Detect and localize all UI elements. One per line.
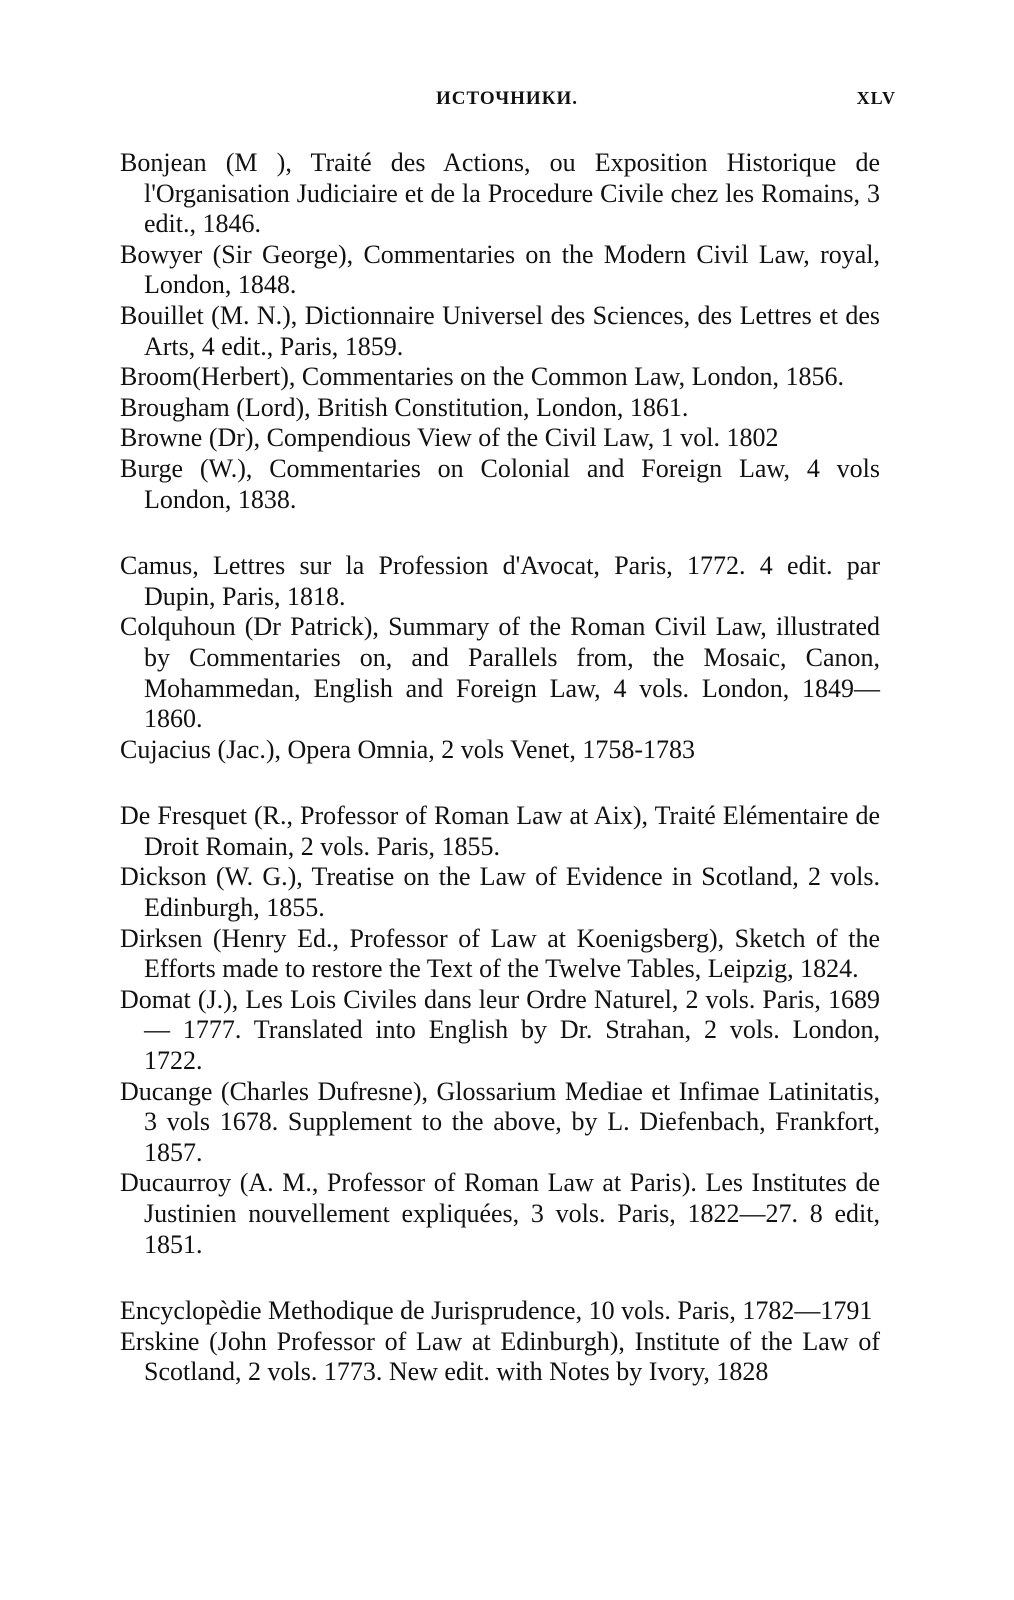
bibliography-group-d — [120, 801, 880, 1260]
bibliography-entry: Broom(Herbert), Commentaries on the Common Law, London, 1856. — [120, 362, 845, 392]
bibliography-entry: Cujacius (Jac.), Opera Omnia, 2 vols Venet, 1758-1783 — [120, 734, 696, 764]
bibliography-entry: Ducange (Charles Dufresne), Glossarium Mediae et Infimae Latinitatis, 3 vols 1678. Supplement to the above, by L. Diefenbach, Frankfort, 1857. — [120, 1076, 880, 1167]
bibliography-list — [120, 148, 880, 1388]
bibliography-entry: Dirksen (Henry Ed., Professor of Law at Koenigsberg), Sketch of the Efforts made to restore the Text of the Twelve Tables, Leipzig, 1824. — [120, 923, 880, 984]
page-header — [0, 88, 1014, 118]
bibliography-entry: Encyclopèdie Methodique de Jurisprudence, 10 vols. Paris, 1782—1791 — [120, 1296, 873, 1326]
bibliography-entry: De Fresquet (R., Professor of Roman Law at Aix), Traité Elémentaire de Droit Romain, 2 vols. Paris, 1855. — [120, 801, 880, 861]
bibliography-group-c — [120, 551, 880, 765]
bibliography-entry: Bouillet (M. N.), Dictionnaire Universel des Sciences, des Lettres et des Arts, 4 edit., Paris, 1859. — [120, 300, 880, 361]
bibliography-entry: Erskine (John Professor of Law at Edinburgh), Institute of the Law of Scotland, 2 vols. 1773. New edit. with Notes by Ivory, 1828 — [120, 1326, 880, 1387]
bibliography-group-e — [120, 1296, 880, 1388]
bibliography-entry: Bowyer (Sir George), Commentaries on the Modern Civil Law, royal, London, 1848. — [120, 239, 880, 300]
bibliography-entry: Brougham (Lord), British Constitution, London, 1861. — [120, 392, 689, 422]
bibliography-entry: Dickson (W. G.), Treatise on the Law of Evidence in Scotland, 2 vols. Edinburgh, 1855. — [120, 862, 880, 923]
bibliography-entry: Bonjean (M ), Traité des Actions, ou Exposition Historique de l'Organisation Judiciaire et de la Procedure Civile chez les Romains, 3 edit., 1846. — [120, 148, 880, 239]
bibliography-entry: Colquhoun (Dr Patrick), Summary of the Roman Civil Law, illustrated by Commentaries on, and Parallels from, the Mosaic, Canon, Mohammedan, English and Foreign Law, 4 vols. London, 1849—1860. — [120, 612, 880, 734]
bibliography-entry: Browne (Dr), Compendious View of the Civil Law, 1 vol. 1802 — [120, 423, 779, 453]
bibliography-entry: Domat (J.), Les Lois Civiles dans leur Ordre Naturel, 2 vols. Paris, 1689 — 1777. Translated into English by Dr. Strahan, 2 vols. London, 1722. — [120, 984, 880, 1076]
bibliography-group-b — [120, 148, 880, 515]
bibliography-entry: Camus, Lettres sur la Profession d'Avocat, Paris, 1772. 4 edit. par Dupin, Paris, 1818. — [120, 551, 880, 611]
bibliography-entry: Burge (W.), Commentaries on Colonial and Foreign Law, 4 vols London, 1838. — [120, 453, 880, 514]
running-title: ИСТОЧНИКИ. — [435, 88, 579, 109]
bibliography-entry: Ducaurroy (A. M., Professor of Roman Law at Paris). Les Institutes de Justinien nouvellement expliquées, 3 vols. Paris, 1822—27. 8 edit, 1851. — [120, 1168, 880, 1259]
page-number: XLV — [856, 88, 896, 108]
